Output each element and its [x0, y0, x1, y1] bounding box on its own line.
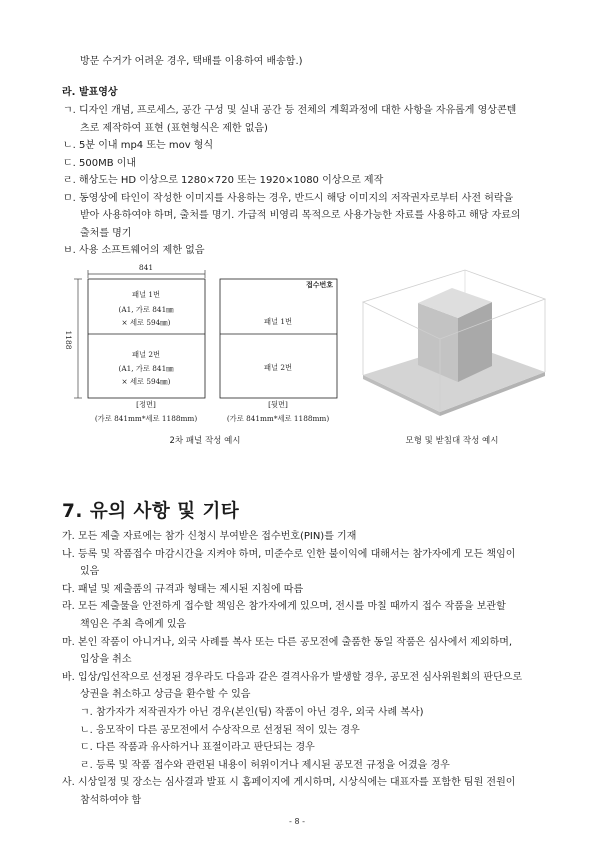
list-line-cont: 입상을 취소: [80, 654, 132, 666]
list-line-cont: 책임은 주최 측에게 있음: [80, 618, 187, 630]
panel-layout-figure: [60, 258, 350, 430]
front-panel1-size-2: × 세로 594㎜): [121, 318, 171, 327]
notes-list: [62, 528, 522, 810]
list-line: 라. 모든 제출물을 안전하게 접수할 책임은 참가자에게 있으며, 전시를 마칠 때까지 접수 작품을 보관할: [62, 601, 506, 613]
height-dimension-label: 1188: [64, 330, 73, 350]
list-item: [62, 581, 522, 599]
front-label: [정면]: [136, 400, 156, 409]
list-line-cont: 상권을 취소하고 상금을 환수할 수 있음: [80, 689, 251, 701]
list-line: 사. 시상일정 및 장소는 심사결과 발표 시 홈페이지에 게시하며, 시상식에는 대표자를 포함한 팀원 전원이: [62, 777, 516, 789]
sub-list-item: ㄱ. 참가자가 저작권자가 아닌 경우(본인(팀) 작품이 아닌 경우, 외국 사례 복사): [80, 706, 424, 718]
back-size-label: (가로 841mm*세로 1188mm): [226, 414, 330, 423]
list-line-cont: 있음: [80, 566, 100, 578]
list-line: ㅁ. 동영상에 타인이 작성한 이미지를 사용하는 경우, 반드시 해당 이미지의 저작권자로부터 사전 허락을: [63, 192, 514, 204]
model-figure-caption: 모형 및 받침대 작성 예시: [405, 436, 499, 446]
sub-list-item: ㄹ. 등록 및 작품 접수와 관련된 내용이 허위이거나 제시된 공모전 규정을 어겼을 경우: [80, 759, 450, 771]
list-line: ㅂ. 사용 소프트웨어의 제한 없음: [63, 245, 205, 256]
list-line: 가. 모든 제출 자료에는 참가 신청시 부여받은 접수번호(PIN)를 기재: [62, 531, 357, 542]
list-line-cont: 출처를 명기: [80, 227, 132, 239]
back-panel2-title: 패널 2번: [263, 363, 293, 372]
list-item: [63, 242, 521, 260]
list-line: 나. 등록 및 작품접수 마감시간을 지켜야 하며, 미준수로 인한 불이익에 대해서는 참가자에게 모든 책임이: [62, 548, 516, 560]
list-item: [63, 172, 521, 190]
list-line: ㄴ. 5분 이내 mp4 또는 mov 형식: [63, 140, 214, 151]
list-item: [62, 774, 522, 809]
list-item: [62, 669, 522, 775]
front-panel2-title: 패널 2번: [131, 350, 161, 359]
list-line-cont: 받아 사용하여야 하며, 출처를 명기. 가급적 비영리 목적으로 사용가능한 자료를 사용하고 해당 자료의: [80, 210, 521, 221]
back-board: [220, 279, 337, 398]
back-label: [뒷면]: [268, 400, 288, 409]
front-panel1-title: 패널 1번: [131, 290, 161, 299]
back-pin-label: 접수번호: [305, 280, 333, 289]
list-item: [63, 137, 521, 155]
list-item: [63, 155, 521, 173]
list-line: 바. 입상/입선작으로 선정된 경우라도 다음과 같은 결격사유가 발생할 경우, 공모전 심사위원회의 판단으로: [62, 671, 523, 683]
back-panel1-title: 패널 1번: [263, 317, 293, 326]
list-line: 다. 패널 및 제출품의 규격과 형태는 제시된 지침에 따름: [62, 583, 304, 595]
width-dimension-label: 841: [138, 263, 154, 272]
list-item: [63, 102, 521, 137]
list-line-cont: 참석하여야 함: [80, 794, 142, 806]
front-panel2-size-2: × 세로 594㎜): [121, 377, 171, 386]
list-item: [62, 634, 522, 669]
list-line: 마. 본인 작품이 아니거나, 외국 사례를 복사 또는 다른 공모전에 출품한 동일 작품은 심사에서 제외하며,: [62, 636, 513, 648]
list-item: [62, 598, 522, 633]
page-number: - 8 -: [289, 817, 305, 826]
list-item: [63, 190, 521, 243]
sub-list-item: ㄷ. 다른 작품과 유사하거나 표절이라고 판단되는 경우: [80, 742, 315, 754]
list-item: [62, 528, 522, 546]
list-line-cont: 츠로 제작하여 표현 (표현형식은 제한 없음): [80, 122, 268, 134]
list-item: [62, 546, 522, 581]
front-panel1-size: (A1, 가로 841㎜: [118, 305, 174, 314]
section-title-notes: 7. 유의 사항 및 기타: [62, 501, 240, 522]
section-title-video: 라. 발표영상: [62, 87, 118, 98]
video-requirements-list: [63, 102, 521, 260]
list-line: ㄱ. 디자인 개념, 프로세스, 공간 구성 및 실내 공간 등 전체의 계획과정에 대한 사항을 자유롭게 영상콘텐: [63, 105, 517, 116]
intro-line: 방문 수거가 어려운 경우, 택배를 이용하여 배송함.): [80, 56, 303, 67]
list-line: ㄷ. 500MB 이내: [63, 157, 137, 169]
model-base-figure: [355, 262, 550, 424]
list-line: ㄹ. 해상도는 HD 이상으로 1280×720 또는 1920×1080 이상으로 제작: [63, 175, 384, 186]
front-size-label: (가로 841mm*세로 1188mm): [94, 414, 198, 423]
sub-list-item: ㄴ. 응모작이 다른 공모전에서 수상작으로 선정된 적이 있는 경우: [80, 724, 360, 736]
front-panel2-size: (A1, 가로 841㎜: [118, 364, 174, 373]
panel-figure-caption: 2차 패널 작성 예시: [169, 436, 241, 446]
